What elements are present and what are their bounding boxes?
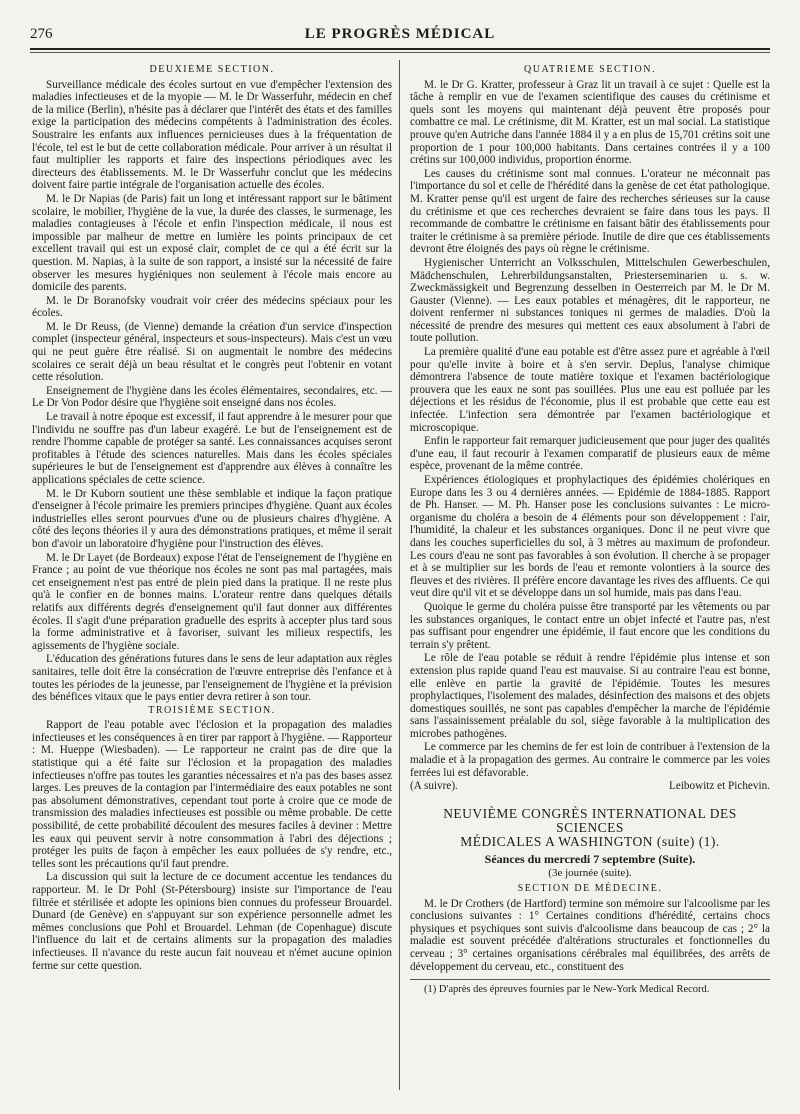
section-title-medecine: SECTION DE MÉDECINE. [517, 883, 663, 895]
paragraph: Le commerce par les chemins de fer est loin de contribuer à l'extension de la maladie et à la propagation des germes. Au contraire le commerce par les voies ferrées lui est défavorable. [410, 741, 770, 779]
signature-line [410, 780, 770, 793]
footnote-rule [410, 979, 770, 980]
paragraph: M. le Dr Layet (de Bordeaux) expose l'état de l'enseignement de l'hygiène en France ; au point de vue théorique nos écoles ne sont pas mal partagées, mais cet enseignement n'est pas entré de plein pied dans la pratique. Il ne reste plus qu'à le confier en de bonnes mains. L'orateur rentre dans quelques détails relatifs aux différents degrés d'enseignement qu'il faut donner aux différentes écoles. Il s'agit d'une préparation graduelle des esprits à accepter plus tard sous la forme administrative et à favoriser, suivant les milieux respectifs, les agissements de l'hygiène sociale. [32, 551, 392, 652]
section-title-quatrieme: QUATRIÈME SECTION. [524, 64, 656, 75]
header-rule [30, 48, 770, 50]
paragraph: La discussion qui suit la lecture de ce document accentue les tendances du rapporteur. M. le Dr Pohl (St-Pétersbourg) insiste sur l'importance de l'eau filtrée et stérilisée et adopte les opinions bien connues du professeur Brouardel. Dunard (de Genève) en s'appuyant sur son expérience personnelle admet les mêmes conclusions que Pohl et Brouardel. Lehman (de Copenhague) discute l'influence du lait et de certains aliments sur la propagation des maladies infectieuses. Il n'avance du reste aucun fait nouveau et n'émet aucune opinion ferme sur cette question. [32, 871, 392, 972]
paragraph: Hygienischer Unterricht an Volksschulen, Mittelschulen Gewerbeschulen, Mädchenschulen, Lehrerbildungsanstalten, Priesterseminarien u. s. w. Zweckmässigkeit und Begrenzung desselben in Oesterreich par M. le Dr M. Gauster (Vienne). — Les eaux potables et ménagères, dit le rapporteur, ne doivent renfermer ni substances toniques ni germes de maladies. D'où la nécessité de prendre des mesures qui mettent ces eaux absolument à l'abri de toute pollution. [410, 256, 770, 345]
paragraph: Surveillance médicale des écoles surtout en vue d'empêcher l'extension des maladies infectieuses et de la myopie — M. le Dr Wasserfuhr, médecin en chef de la milice (Berlin), n'hésite pas à déclarer que l'intérêt des états et des familles exige la participation des médecins compétents à l'administration des écoles. Soustraire les enfants aux influences pernicieuses dues à la fréquentation de l'école, tel est le but de cette collaboration médicale. Pour arriver à un résultat il faut multiplier les rapports et faire des inspections périodiques avec les directeurs des établissements. M. le Dr Wasserfuhr conclut que les médecins doivent faire partie intégrale de l'organisation actuelle des écoles. [32, 78, 392, 192]
congress-title-line-1: NEUVIÈME CONGRÈS INTERNATIONAL DES SCIENCES [443, 805, 737, 835]
paragraph: L'éducation des générations futures dans le sens de leur adaptation aux règles sanitaires, telle doit être la consécration de l'œuvre entreprise dès l'enfance et à toutes les périodes de la jeunesse, par l'enseignement de l'hygiène et la prévision des bénéfices vitaux que le pays entier devra retirer à son tour. [32, 653, 392, 704]
left-column [32, 64, 392, 1084]
header-rule-thin [30, 52, 770, 53]
paragraph: M. le Dr Boranofsky voudrait voir créer des médecins spéciaux pour les écoles. [32, 294, 392, 320]
paragraph: Quoique le germe du choléra puisse être transporté par les vêtements ou par les substances organiques, le contact entre un objet infecté et l'autre pas, n'est pas suffisant pour engendrer une épidémie, il faut encore que les conditions du terrain s'y prêtent. [410, 600, 770, 651]
paragraph: Enfin le rapporteur fait remarquer judicieusement que pour juger des qualités d'une eau, il faut recourir à l'examen comparatif de plusieurs eaux de même espèce, provenant de la même contrée. [410, 435, 770, 473]
paragraph: M. le Dr Napias (de Paris) fait un long et intéressant rapport sur le bâtiment scolaire, le mobilier, l'hygiène de la vue, la durée des classes, le surmenage, les maladies contagieuses à l'école et enfin l'inspection médicale, il nous est impossible par malheur de mettre en lumière les points principaux de cet excellent travail qui est un exposé clair, complet de ce qui a été écrit sur la question. M. Napias, à la suite de son rapport, a insisté sur la nécessité de faire observer les mesures hygiéniques non seulement à l'école mais encore au domicile des parents. [32, 192, 392, 294]
paragraph: M. le Dr Crothers (de Hartford) termine son mémoire sur l'alcoolisme par les conclusions suivantes : 1° Certaines conditions d'hérédité, certains chocs physiques et psychiques sont suivis d'alcoolisme dans beaucoup de cas ; 2° la maladie est souvent précédée d'altérations structurales et fonctionnelles du cerveau ; 3° certaines organisations cérébrales mal équilibrées, des arrêts de développement du cerveau, etc., constituent des [410, 897, 770, 973]
paragraph: Enseignement de l'hygiène dans les écoles élémentaires, secondaires, etc. — Le Dr Von Podor désire que l'hygiène soit enseigné dans nos écoles. [32, 384, 392, 410]
right-column [410, 64, 770, 1094]
page-number: 276 [30, 26, 53, 42]
paragraph: Le travail à notre époque est excessif, il faut apprendre à le mesurer pour que l'individu ne souffre pas d'un labeur exagéré. Le but de l'enseignement est de rendre l'homme capable de protéger sa santé. Les connaissances acquises seront profitables à l'étude des sciences naturelles. Mais dans les écoles spéciales supérieures le but de l'enseignement est d'apprendre aux élèves à connaître les applications spéciales de cette science. [32, 411, 392, 486]
column-divider [399, 60, 400, 1090]
section-title-deuxieme: DEUXIÈME SECTION. [149, 64, 275, 75]
paragraph: M. le Dr G. Kratter, professeur à Graz lit un travail à ce sujet : Quelle est la tâche à remplir en vue de l'examen scientifique des causes du crétinisme et quels sont les moyens qui maintenant déjà peuvent être proposés pour combattre ce mal. Le crétinisme, dit M. Kratter, est un mal social. La statistique prouve qu'en Autriche dans l'année 1884 il y a en plus de 15,701 crétins soit une proportion de 1 pour 100,000 habitants. Dans certaines contrées il y a 100 crétins sur 100,000 individus, proportion énorme. [410, 78, 770, 167]
paragraph: M. le Dr Kuborn soutient une thèse semblable et indique la façon pratique d'enseigner à l'école primaire les premiers principes d'hygiène. Quant aux écoles industrielles elles seront pourvues d'une ou de plusieurs chaires d'hygiène. A côté des leçons théories il y aura des démonstrations pratiques, et même il serait bon d'avoir un laboratoire d'hygiène pour l'instruction des élèves. [32, 487, 392, 550]
paragraph: Le rôle de l'eau potable se réduit à rendre l'épidémie plus intense et son extension plus rapide quand l'eau est mauvaise. Si au contraire l'eau est bonne, elle enlève en partie la gravité de l'épidémie. Toutes les mesures prophylactiques, l'isolement des malades, désinfection des maisons et des objets domestiques souillés, ne sont pas capables d'empêcher la marche de l'épidémie sans l'assainissement préalable du sol, siège favorable à la multiplication des microbes pathogènes. [410, 652, 770, 740]
congress-title-line-2: MÉDICALES A WASHINGTON (suite) (1). [460, 833, 720, 849]
paragraph: Expériences étiologiques et prophylactiques des épidémies cholériques en Europe dans les 3 ou 4 dernières années. — Epidémie de 1884-1885. Rapport de Ph. Hanser. — M. Ph. Hanser pose les conclusions suivantes : Le micro-organisme du choléra a besoin de 4 éléments pour son développement : l'air, l'humidité, la chaleur et les substances organiques. Donc il ne peut vivre que dans les couches superficielles du sol, à 3 mètres au maximum de profondeur. Les cours d'eau ne sont pas favorables à son évolution. Il cherche à se propager et à se multiplier sur les bords de l'eau et remonte volontiers à la source des fleuves et des rivières. Il préfère encore davantage les rives des affluents. Ce qui veut dire qu'il vit et se développe dans un sol humide, mais pas dans l'eau. [410, 474, 770, 600]
a-suivre-note: (A suivre). [410, 780, 458, 793]
author-signatures: Leibowitz et Pichevin. [669, 780, 770, 793]
seance-heading: Séances du mercredi 7 septembre (Suite). [484, 851, 696, 866]
journee-heading: (3e journée (suite). [548, 867, 632, 880]
footnote: (1) D'après des épreuves fournies par le New-York Medical Record. [424, 984, 710, 996]
page-header [30, 26, 770, 46]
paragraph: Les causes du crétinisme sont mal connues. L'orateur ne méconnait pas l'importance du sol et celle de l'hérédité dans la genèse de cet état pathologique. M. Kratter pense qu'il est urgent de faire des recherches sérieuses sur la cause du crétinisme et que ces recherches devraient se faire dans tous les pays. Il recommande de combattre le crétinisme en faisant bâtir des établissements pour traiter le crétinisme à sa première période. Inutile de dire que ces établissements devront être éloignés des pays où règne le crétinisme. [410, 167, 770, 256]
journal-title: LE PROGRÈS MÉDICAL [304, 26, 496, 42]
paragraph: M. le Dr Reuss, (de Vienne) demande la création d'un service d'inspection complet (inspecteur général, inspecteurs et sous-inspecteurs). Mais c'est un vœu qui ne peut guère être réalisé. Si on augmentait le nombre des médecins scolaires ce serait déjà un beau résultat et le congrès peut l'obtenir en votant cette résolution. [32, 320, 392, 384]
paragraph: La première qualité d'une eau potable est d'être assez pure et agréable à l'œil pour qu'elle invite à boire et à s'en servir. Deplus, l'analyse chimique démontrera l'absence de toute matière toxique et l'examen bactériologique prouvera que les eaux ne sont pas souillées. Plus une eau est polluée par les déjections et les résidus de l'économie, plus il est probable que cette eau est infectée. L'infection sera démontrée par l'examen bactériologique et microscopique. [410, 346, 770, 434]
section-title-troisieme: TROISIÈME SECTION. [148, 704, 276, 716]
congress-title [410, 807, 770, 849]
paragraph: Rapport de l'eau potable avec l'éclosion et la propagation des maladies infectieuses et les conséquences à en tirer par rapport à l'hygiène. — Rapporteur : M. Hueppe (Wiesbaden). — Le rapporteur ne craint pas de dire que la statistique qui a été faite sur l'éclosion et la propagation des maladies infectieuses n'offre pas toutes les garanties nécessaires et n'a pas des bases assez larges. Les preuves de la contagion par l'intermédiaire des eaux potables ne sont pas absolument démonstratives, cependant tout porte à croire que ce mode de transmission des maladies infectieuses est possible ou même probable. De cette possibilité, de cette probabilité découlent des mesures faciles à deviner : Mettre les eaux qui peuvent servir à notre consommation à l'abri des déjections ; protéger les puits de façon à empêcher les eaux polluées de s'y rendre, etc., telles sont les précautions qu'il faut prendre. [32, 719, 392, 870]
